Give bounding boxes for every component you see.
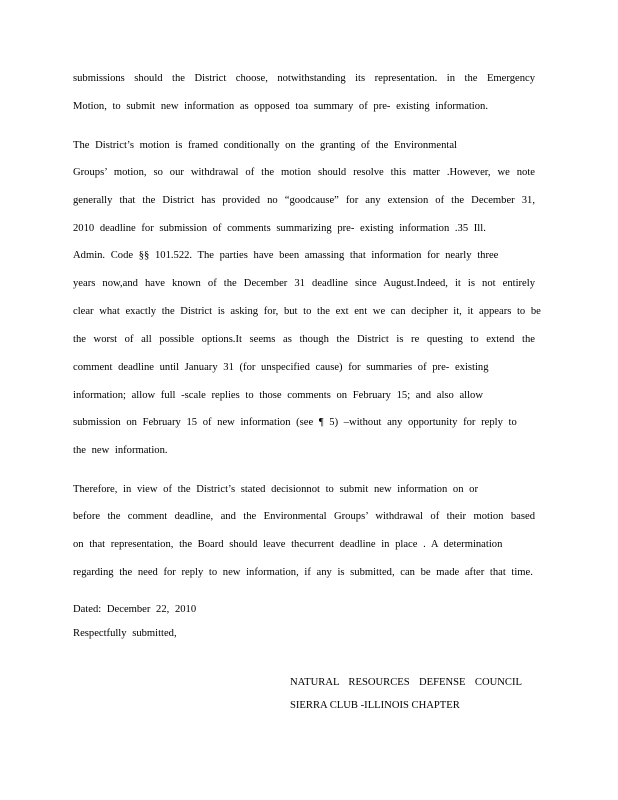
paragraph-2-line-4: 2010 deadline for submission of comments summarizing pre- existing information .35 Ill. <box>73 223 486 234</box>
closing-line: Respectfully submitted, <box>73 628 177 639</box>
paragraph-2-line-7: clear what exactly the District is asking for, but to the ext ent we can decipher it, it appears to be <box>73 306 541 317</box>
paragraph-3-line-3: on that representation, the Board should leave thecurrent deadline in place . A determination <box>73 539 503 550</box>
paragraph-2-line-1: The District’s motion is framed conditionally on the granting of the Environmental <box>73 140 457 151</box>
signature-line-1: NATURAL RESOURCES DEFENSE COUNCIL <box>290 677 522 688</box>
paragraph-2-line-8: the worst of all possible options.It seems as though the District is re questing to extend the <box>73 334 535 345</box>
paragraph-2-line-3: generally that the District has provided no “goodcause” for any extension of the December 31, <box>73 195 535 206</box>
paragraph-1-line-1: submissions should the District choose, notwithstanding its representation. in the Emergency <box>73 73 535 84</box>
paragraph-3-line-4: regarding the need for reply to new information, if any is submitted, can be made after that time. <box>73 567 533 578</box>
paragraph-2-line-10: information; allow full -scale replies to those comments on February 15; and also allow <box>73 390 483 401</box>
paragraph-1-line-2: Motion, to submit new information as opposed toa summary of pre- existing information. <box>73 101 488 112</box>
signature-line-2: SIERRA CLUB -ILLINOIS CHAPTER <box>290 700 460 711</box>
paragraph-2-line-9: comment deadline until January 31 (for unspecified cause) for summaries of pre- existing <box>73 362 489 373</box>
paragraph-3-line-2: before the comment deadline, and the Environmental Groups’ withdrawal of their motion based <box>73 511 535 522</box>
dated-line: Dated: December 22, 2010 <box>73 604 197 615</box>
paragraph-2-line-6: years now,and have known of the December 31 deadline since August.Indeed, it is not entirely <box>73 278 535 289</box>
paragraph-2-line-5: Admin. Code §§ 101.522. The parties have been amassing that information for nearly three <box>73 250 499 261</box>
paragraph-2-line-2: Groups’ motion, so our withdrawal of the motion should resolve this matter .However, we note <box>73 167 535 178</box>
paragraph-2-line-12: the new information. <box>73 445 168 456</box>
paragraph-3-line-1: Therefore, in view of the District’s stated decisionnot to submit new information on or <box>73 484 478 495</box>
paragraph-2-line-11: submission on February 15 of new information (see ¶ 5) –without any opportunity for reply to <box>73 417 517 428</box>
